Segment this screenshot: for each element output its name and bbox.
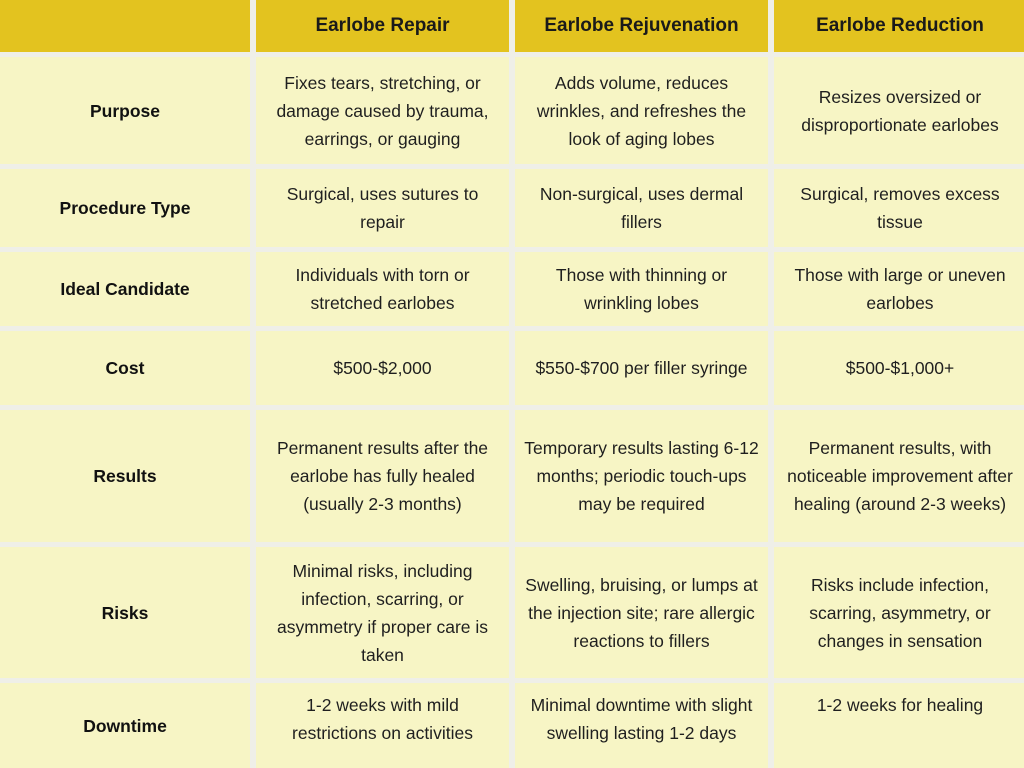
table-cell: Adds volume, reduces wrinkles, and refreshes the look of aging lobes [515,57,768,164]
table-cell: Non-surgical, uses dermal fillers [515,169,768,247]
column-header-rejuvenation: Earlobe Rejuvenation [515,0,768,52]
table-cell: $500-$1,000+ [774,331,1024,405]
table-cell: 1-2 weeks with mild restrictions on activities [256,683,509,768]
row-label-risks: Risks [0,547,250,678]
table-cell: $500-$2,000 [256,331,509,405]
table-cell: Minimal downtime with slight swelling lasting 1-2 days [515,683,768,768]
row-label-cost: Cost [0,331,250,405]
table-cell: Those with thinning or wrinkling lobes [515,252,768,326]
table-cell: Surgical, removes excess tissue [774,169,1024,247]
column-header-reduction: Earlobe Reduction [774,0,1024,52]
table-cell: Individuals with torn or stretched earlobes [256,252,509,326]
table-cell: Permanent results, with noticeable improvement after healing (around 2-3 weeks) [774,410,1024,542]
row-label-results: Results [0,410,250,542]
table-cell: Permanent results after the earlobe has fully healed (usually 2-3 months) [256,410,509,542]
table-cell: Surgical, uses sutures to repair [256,169,509,247]
row-label-downtime: Downtime [0,683,250,768]
table-cell: Those with large or uneven earlobes [774,252,1024,326]
table-cell: Fixes tears, stretching, or damage caused by trauma, earrings, or gauging [256,57,509,164]
table-cell: Swelling, bruising, or lumps at the injection site; rare allergic reactions to fillers [515,547,768,678]
table-cell: 1-2 weeks for healing [774,683,1024,768]
row-label-ideal-candidate: Ideal Candidate [0,252,250,326]
table-cell: Minimal risks, including infection, scarring, or asymmetry if proper care is taken [256,547,509,678]
table-cell: $550-$700 per filler syringe [515,331,768,405]
column-header-repair: Earlobe Repair [256,0,509,52]
row-label-procedure-type: Procedure Type [0,169,250,247]
table-corner [0,0,250,52]
row-label-purpose: Purpose [0,57,250,164]
table-cell: Temporary results lasting 6-12 months; periodic touch-ups may be required [515,410,768,542]
table-cell: Risks include infection, scarring, asymmetry, or changes in sensation [774,547,1024,678]
table-cell: Resizes oversized or disproportionate earlobes [774,57,1024,164]
